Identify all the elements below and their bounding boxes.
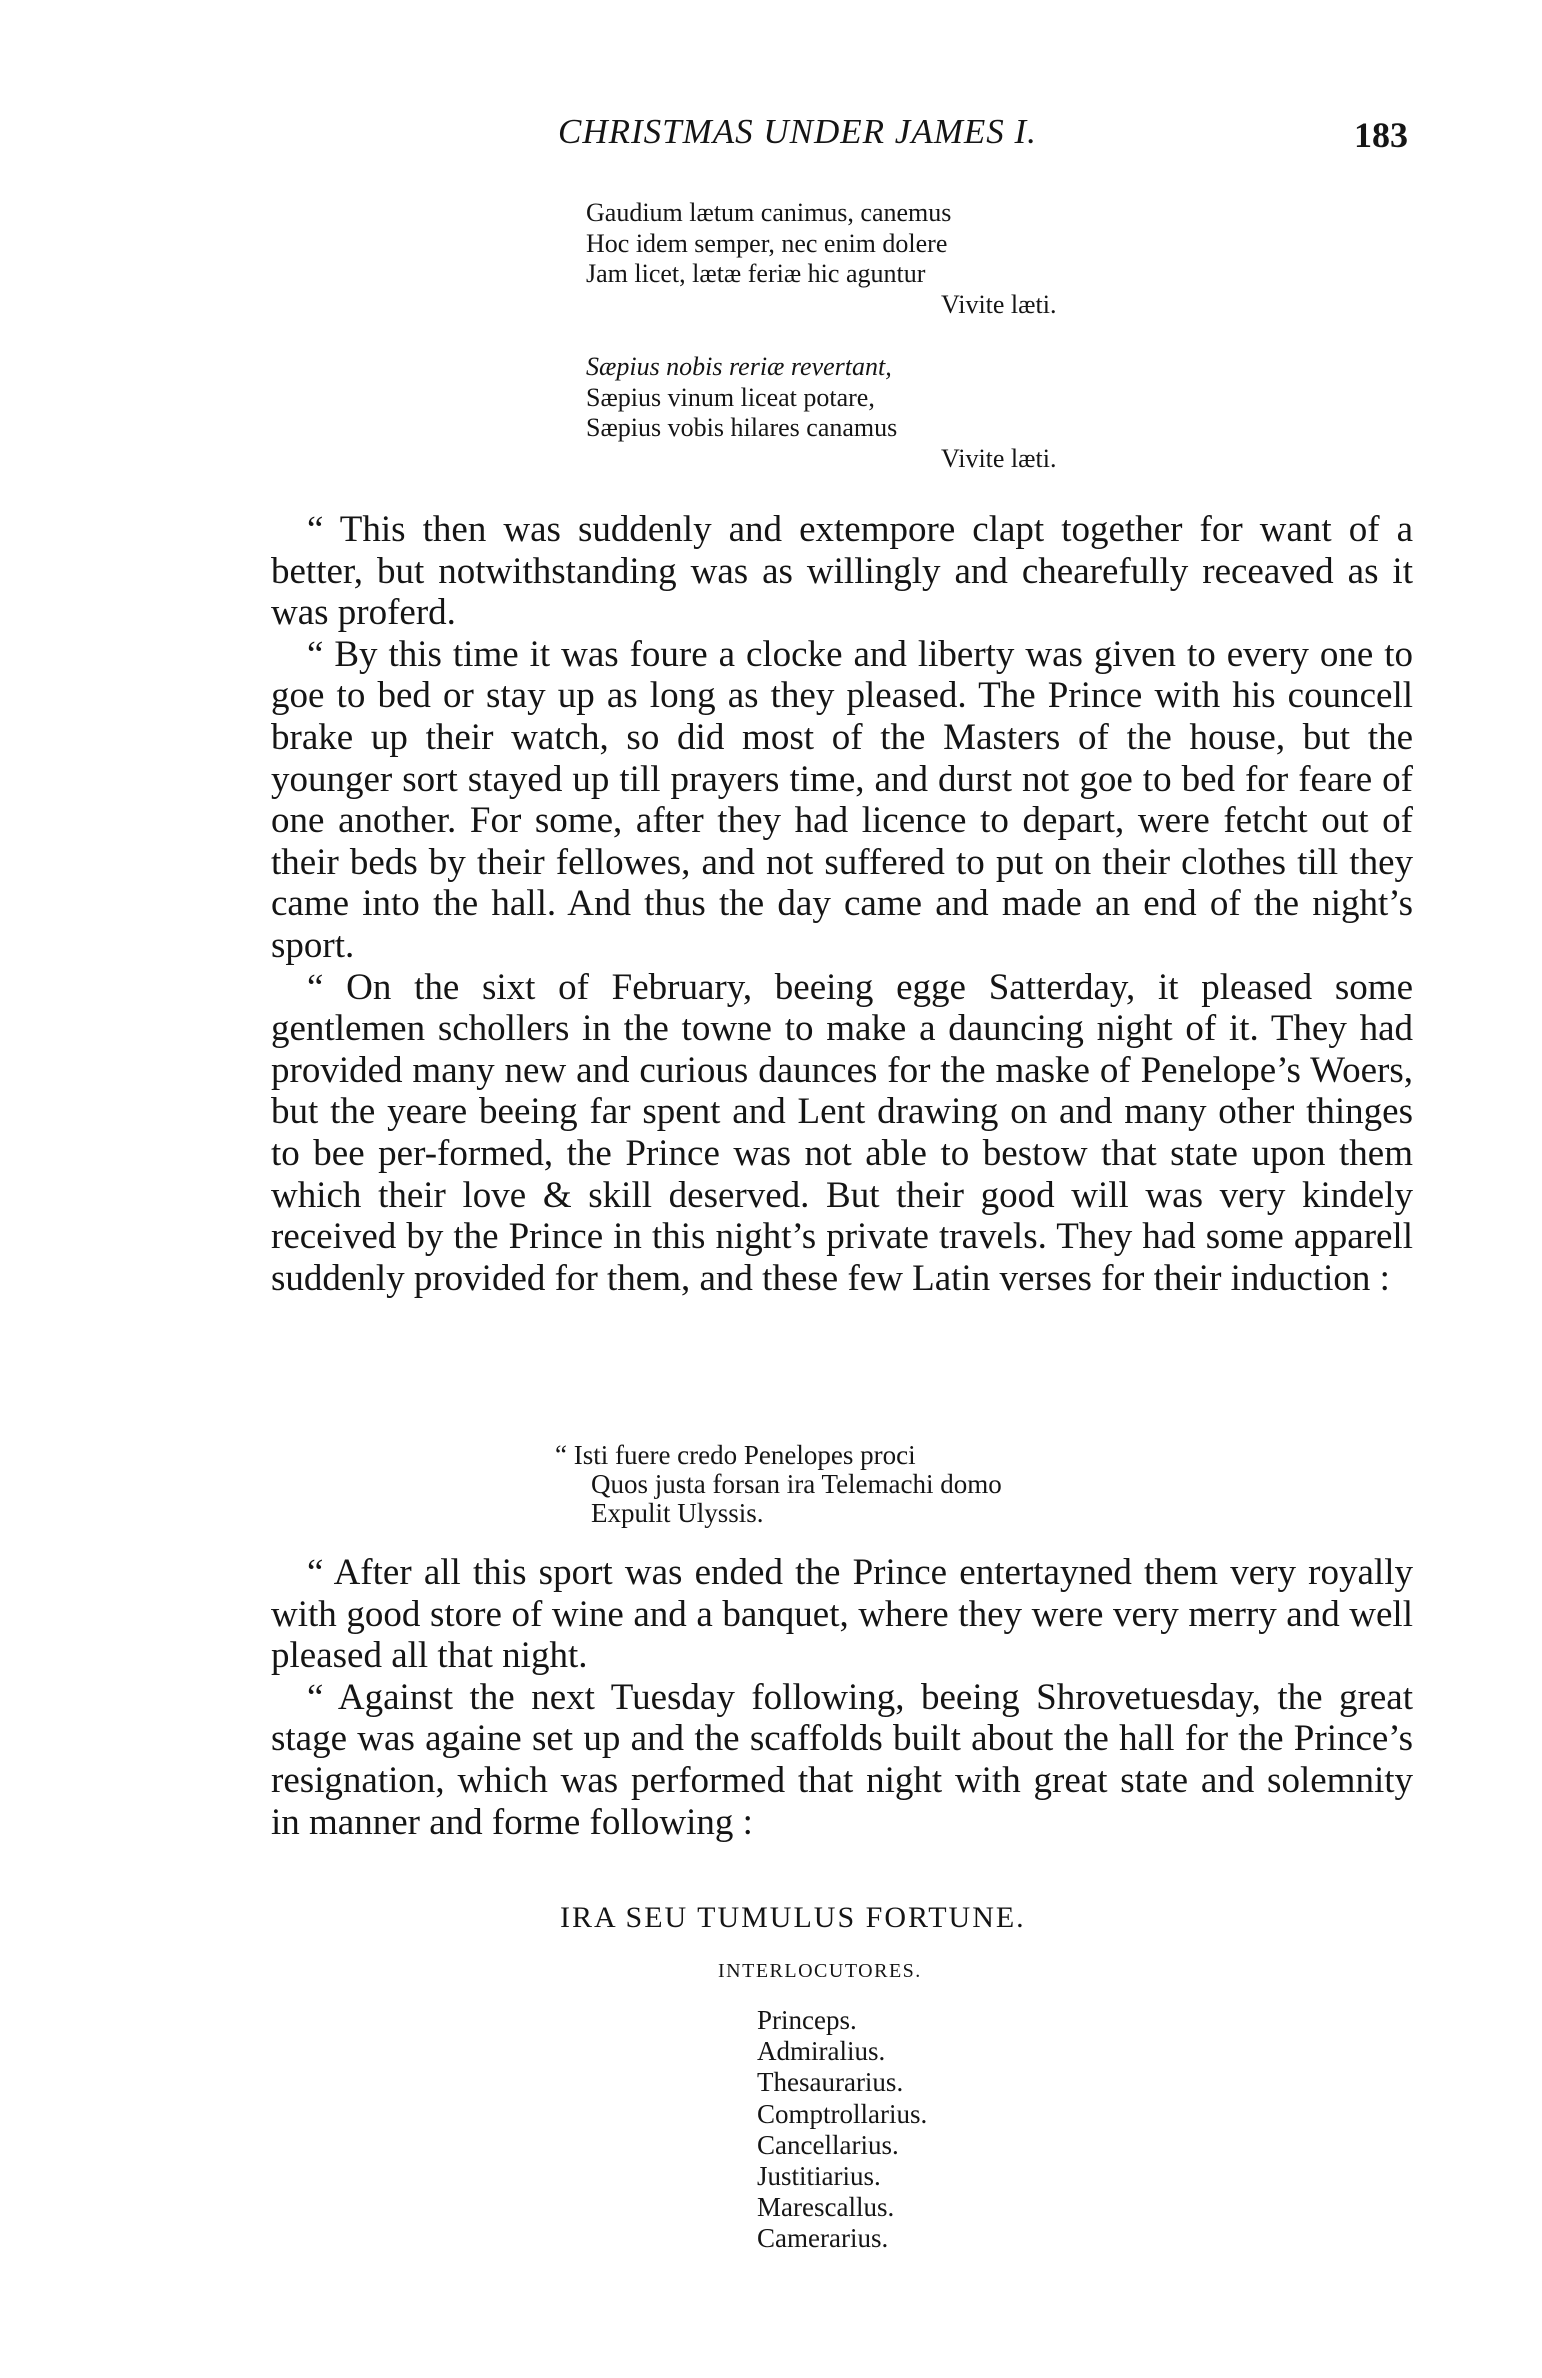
latin-quote [555,1441,1002,1528]
running-title: CHRISTMAS UNDER JAMES I. [558,112,1037,151]
paragraph: “ By this time it was foure a clocke and liberty was given to every one to goe to bed or stay up as long as they pleased. The Prince with his councell brake up their watch, so did most of the Masters of the house, but the younger sort stayed up till prayers time, and durst not goe to bed for feare of one another. For some, after they had licence to depart, were fetcht out of their beds by their fellowes, and not suffered to put on their clothes till they came into the hall. And thus the day came and made an end of the night’s sport. [271,633,1413,966]
character-name: Thesaurarius. [757,2067,904,2098]
paragraph: “ This then was suddenly and extempore clapt together for want of a better, but notwithstanding was as willingly and chearefully receaved as it was proferd. [271,509,1413,634]
verse-line: Sæpius vinum liceat potare, [586,382,875,412]
page-header [270,112,1430,172]
character-name: Admiralius. [757,2036,886,2067]
verse-line: Sæpius vobis hilares canamus [586,413,898,442]
paragraph: “ After all this sport was ended the Prince entertayned them very royally with good store of wine and a banquet, where they were very merry and well pleased all that night. [271,1552,1413,1677]
play-title: IRA SEU TUMULUS FORTUNE. [560,1901,1026,1934]
verse-refrain: Vivite læti. [941,289,1057,319]
verse-line: Jam licet, lætæ feriæ hic aguntur [586,259,926,288]
character-name: Marescallus. [757,2192,895,2223]
interlocutores-heading: INTERLOCUTORES. [718,1960,922,1982]
verse-stanza-1 [586,198,1056,320]
character-name: Cancellarius. [757,2129,899,2160]
character-name: Camerarius. [757,2223,889,2254]
character-name: Comptrollarius. [757,2098,928,2129]
character-list [757,2005,927,2255]
paragraph: “ On the sixt of February, beeing egge Satterday, it pleased some gentlemen schollers in the towne to make a dauncing night of it. They had provided many new and curious daunces for the maske of Penelope’s Woers, but the yeare beeing far spent and Lent drawing on and many other thinges to bee per-formed, the Prince was not able to bestow that state upon them which their love & skill deserved. But their good will was very kindely received by the Prince in this night’s private travels. They had some apparell suddenly provided for them, and these few Latin verses for their induction : [271,966,1413,1299]
prose-block-2 [271,1552,1413,1843]
prose-block-1 [271,509,1413,1299]
character-name: Justitiarius. [757,2161,881,2192]
quote-line: Quos justa forsan ira Telemachi domo [591,1469,1002,1499]
verse-line: Sæpius nobis reriæ revertant, [586,352,892,381]
quote-line: “ Isti fuere credo Penelopes proci [555,1440,916,1470]
verse-refrain: Vivite læti. [941,443,1057,473]
verse-stanza-2 [586,352,1056,474]
verse-line: Gaudium lætum canimus, canemus [586,198,952,227]
character-name: Princeps. [757,2005,857,2035]
quote-line: Expulit Ulyssis. [591,1498,764,1528]
paragraph: “ Against the next Tuesday following, beeing Shrovetuesday, the great stage was againe set up and the scaffolds built about the hall for the Prince’s resignation, which was performed that night with great state and solemnity in manner and forme following : [271,1676,1413,1843]
verse-line: Hoc idem semper, nec enim dolere [586,228,948,258]
page-number: 183 [1354,115,1408,155]
